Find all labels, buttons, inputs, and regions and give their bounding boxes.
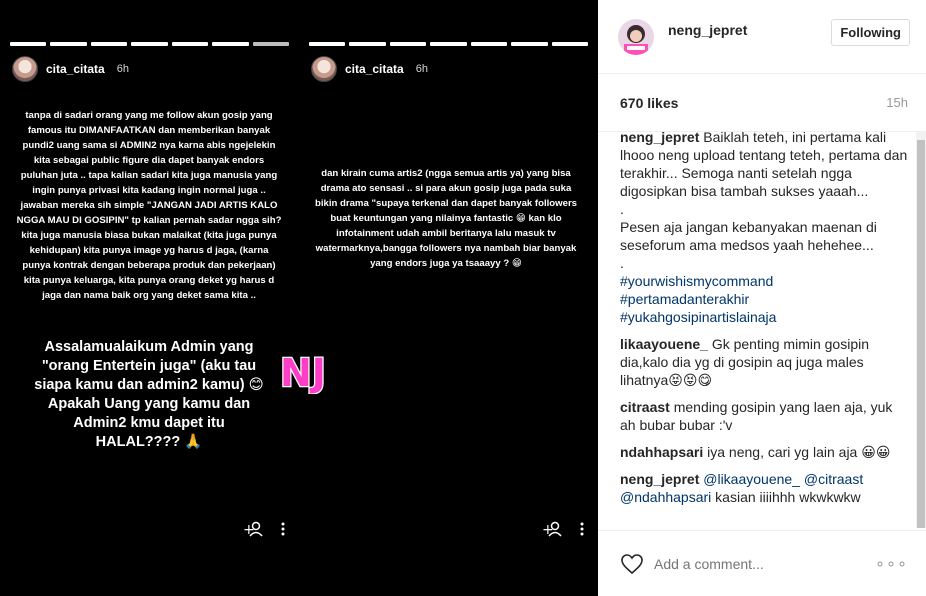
more-options-icon[interactable]: ∘∘∘ bbox=[874, 555, 908, 573]
caption-text-2: Pesen aja jangan kebanyakan maenan di seseforum ama medsos yaah hehehee... bbox=[620, 219, 877, 253]
caption-dot: . bbox=[620, 201, 624, 217]
comment-text: Gk penting mimin gosipin dia,kalo dia yg di gosipin aq juga males lihatnya😝😝😋 bbox=[620, 336, 870, 388]
post-side-panel bbox=[598, 0, 926, 596]
scrollbar-thumb[interactable] bbox=[917, 140, 925, 528]
add-user-icon bbox=[542, 521, 562, 540]
list-item bbox=[620, 470, 910, 506]
comment-text: mending gosipin yang laen aja, yuk ah bubar bubar :'v bbox=[620, 399, 893, 433]
add-comment-bar bbox=[598, 530, 926, 596]
story-text: dan kirain cuma artis2 (ngga semua artis ya) yang bisa drama ato sensasi .. si para akun gosip juga pada suka bikin drama "supaya terkenal dan dapet banyak followers buat keuntungan yang nilainya fantastic 😁 kan klo infotainment udah ambil beritanya lalu masuk tv watermarknya,bangga followers nya nambah biar banyak yang endors juga ya tsaaayy ? 😁 bbox=[314, 168, 578, 269]
comments-list[interactable] bbox=[620, 128, 910, 528]
more-vertical-icon bbox=[580, 522, 584, 539]
story-screenshot-2 bbox=[299, 0, 598, 596]
story-time: 6h bbox=[116, 63, 129, 75]
story-screenshot-1 bbox=[0, 0, 299, 596]
likes-count[interactable]: 670 likes bbox=[620, 94, 679, 111]
svg-text:NJ: NJ bbox=[280, 351, 326, 394]
mention-link[interactable]: @citraast bbox=[803, 471, 864, 487]
avatar[interactable] bbox=[618, 19, 654, 55]
story-username: cita_citata bbox=[46, 62, 105, 76]
hashtag-link[interactable]: #pertamadanterakhir bbox=[620, 291, 750, 307]
post-header bbox=[598, 0, 926, 74]
list-item bbox=[620, 398, 910, 434]
likes-row bbox=[598, 74, 926, 132]
svg-text:+: + bbox=[243, 522, 255, 537]
add-user-icon bbox=[243, 521, 263, 540]
story-text-large: Assalamualaikum Admin yang "orang Entertein juga" (aku tau siapa kamu dan admin2 kamu) 😊 Apakah Uang yang kamu dan Admin2 kmu dapet itu HALAL???? 🙏 bbox=[34, 339, 264, 450]
list-item bbox=[620, 335, 910, 389]
post-username[interactable]: neng_jepret bbox=[668, 21, 748, 38]
caption-username[interactable]: neng_jepret bbox=[620, 129, 700, 145]
comment-username[interactable]: citraast bbox=[620, 399, 670, 415]
mention-link[interactable]: @ndahhapsari bbox=[620, 489, 712, 505]
following-button[interactable]: Following bbox=[831, 19, 910, 46]
heart-icon[interactable] bbox=[620, 552, 644, 576]
story-text: tanpa di sadari orang yang me follow akun gosip yang famous itu DIMANFAATKAN dan memberikan banyak pundi2 uang sama si ADMIN2 nya karna abis ngejelekin kita sebagai public figure dia dapet banyak endors puluhan juta .. tapa kalian sadari kita juga manusia yang ingin punya privasi kita kadang ingin normal juga .. jawaban mereka sih simple "JANGAN JADI ARTIS KALO NGGA MAU DI GOSIPIN" tp kalian pernah sadar ngga sih? kita juga manusia biasa bukan malaikat (kita juga punya kehidupan) kita punya image yg harus d jaga, (karna punya kontrak dengan beberapa produk dan pekerjaan) kita punya keluarga, kita punya orang deket yg harus d jaga dan nama baik org yang deket sama kita .. bbox=[16, 110, 282, 301]
comment-username[interactable]: neng_jepret bbox=[620, 471, 700, 487]
story-avatar bbox=[12, 56, 38, 82]
list-item bbox=[620, 443, 910, 461]
comment-input[interactable] bbox=[654, 556, 875, 572]
post-time: 15h bbox=[886, 95, 908, 110]
comment-username[interactable]: ndahhapsari bbox=[620, 444, 704, 460]
caption-text: Baiklah teteh, ini pertama kali lhooo neng upload tentang teteh, pertama dan terakhir... Semoga nanti setelah ngga digosipkan bisa tambah sukses yaaah... bbox=[620, 129, 908, 199]
comment-text: kasian iiiihhh wkwkwkw bbox=[715, 489, 861, 505]
more-vertical-icon bbox=[281, 522, 285, 539]
caption-dot: . bbox=[620, 255, 624, 271]
comments-scrollbar[interactable] bbox=[916, 132, 926, 528]
story-username: cita_citata bbox=[345, 62, 404, 76]
svg-text:+: + bbox=[542, 522, 554, 537]
hashtag-link[interactable]: #yourwishismycommand bbox=[620, 273, 774, 289]
story-time: 6h bbox=[415, 63, 428, 75]
nj-watermark-logo bbox=[278, 346, 334, 394]
story-progress-bar bbox=[309, 42, 588, 46]
hashtag-link[interactable]: #yukahgosipinartislainaja bbox=[620, 309, 777, 325]
story-avatar bbox=[311, 56, 337, 82]
story-header bbox=[12, 56, 129, 82]
story-footer bbox=[243, 521, 285, 540]
story-header bbox=[311, 56, 428, 82]
story-progress-bar bbox=[10, 42, 289, 46]
comment-text: iya neng, cari yg lain aja 😀😀 bbox=[707, 444, 891, 460]
caption bbox=[620, 128, 910, 326]
story-footer bbox=[542, 521, 584, 540]
mention-link[interactable]: @likaayouene_ bbox=[703, 471, 800, 487]
comment-username[interactable]: likaayouene_ bbox=[620, 336, 708, 352]
